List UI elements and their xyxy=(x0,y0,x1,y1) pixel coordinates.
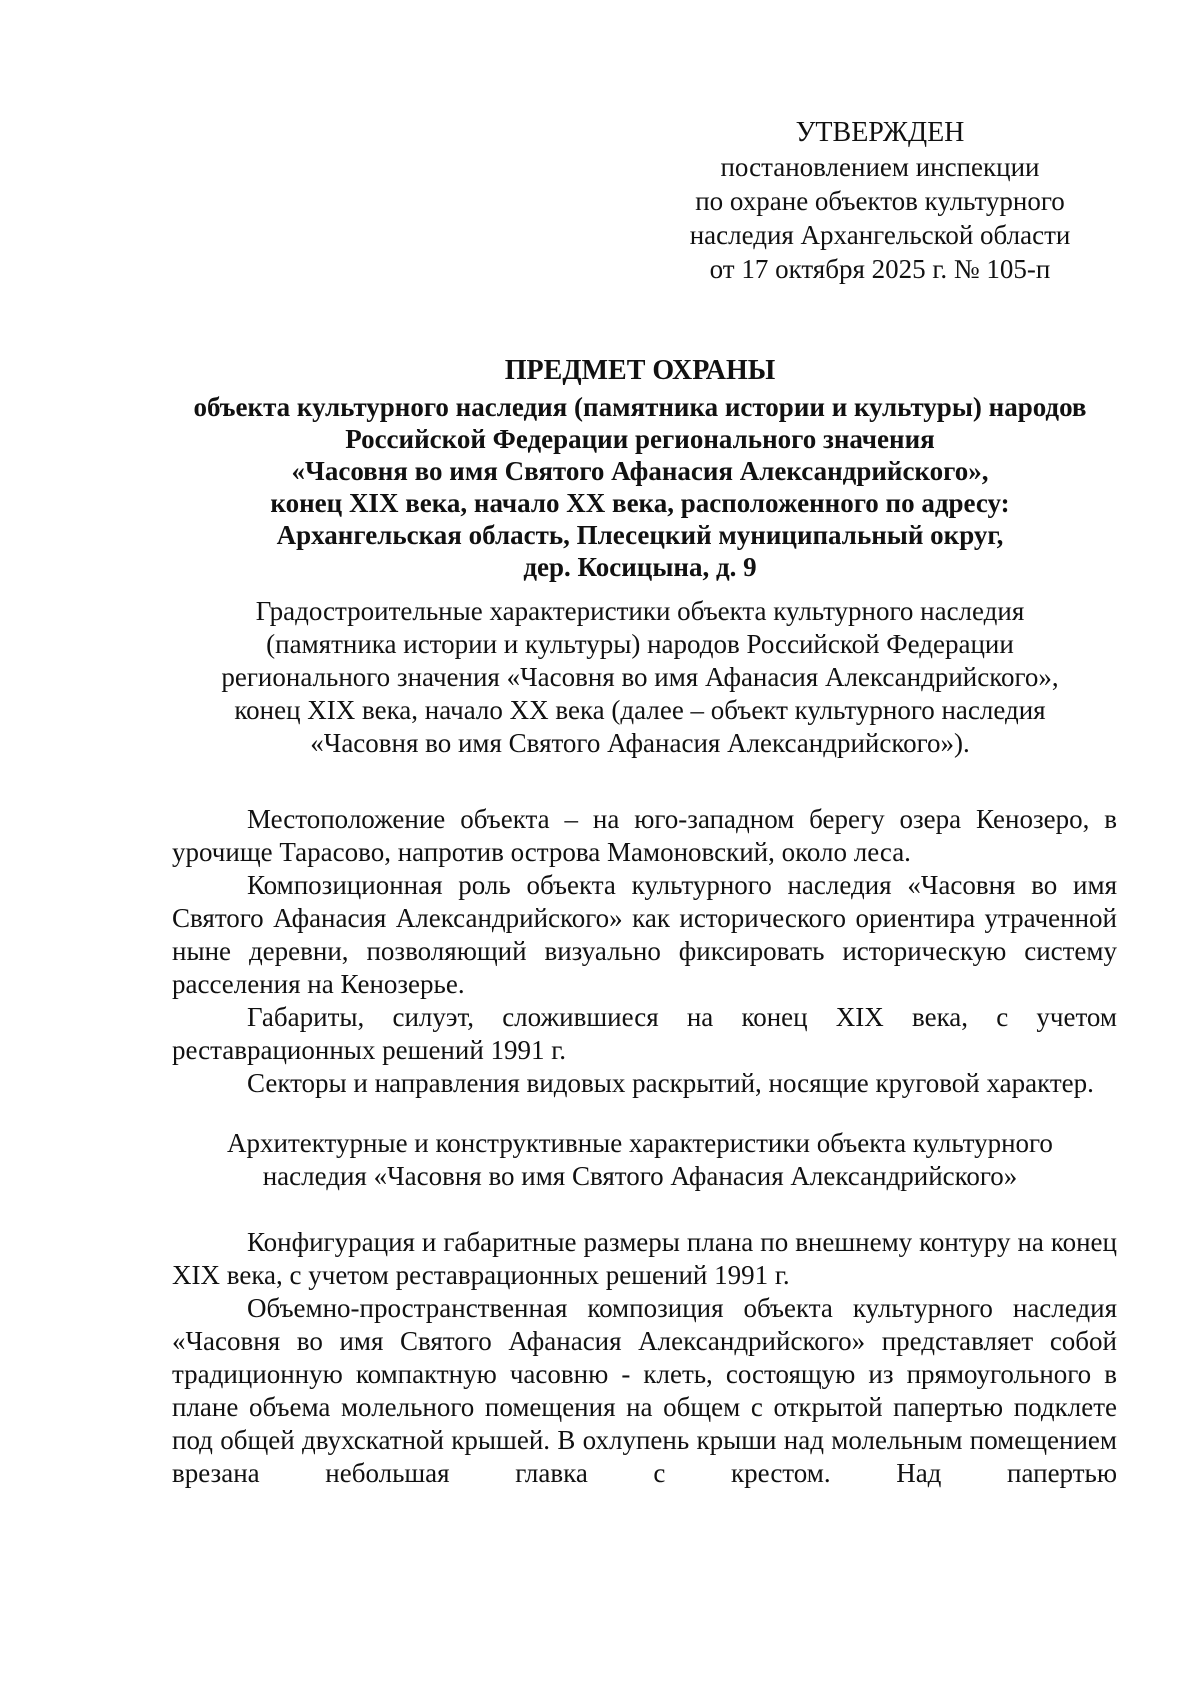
heading-line: наследия «Часовня во имя Святого Афанасия Александрийского» xyxy=(262,1161,1018,1191)
paragraph-dimensions: Габариты, силуэт, сложившиеся на конец XIX века, с учетом реставрационных решений 1991 г. xyxy=(172,1002,1117,1065)
approval-line: от 17 октября 2025 г. № 105-п xyxy=(709,254,1051,284)
approval-line: наследия Архангельской области xyxy=(689,220,1071,250)
heading-line: «Часовня во имя Святого Афанасия Александрийского»). xyxy=(310,728,970,758)
heading-line: Градостроительные характеристики объекта культурного наследия xyxy=(255,596,1025,626)
paragraph-composition-role: Композиционная роль объекта культурного наследия «Часовня во имя Святого Афанасия Александрийского» как исторического ориентира утраченной ныне деревни, позволяющий визуально фиксировать историческую систему расселения на Кенозерье. xyxy=(172,870,1117,999)
paragraph-plan-configuration: Конфигурация и габаритные размеры плана по внешнему контуру на конец XIX века, с учетом реставрационных решений 1991 г. xyxy=(172,1227,1117,1290)
section-heading-urban xyxy=(160,595,1120,760)
approval-line: постановлением инспекции xyxy=(720,152,1040,182)
title-line: объекта культурного наследия (памятника истории и культуры) народов xyxy=(193,392,1087,422)
approval-line: по охране объектов культурного xyxy=(695,186,1065,216)
title-line: «Часовня во имя Святого Афанасия Александрийского», xyxy=(291,456,989,486)
paragraph-location: Местоположение объекта – на юго-западном берегу озера Кенозеро, в урочище Тарасово, напротив острова Мамоновский, около леса. xyxy=(172,804,1117,867)
title-line: Архангельская область, Плесецкий муниципальный округ, xyxy=(276,520,1004,550)
title-line: конец XIX века, начало XX века, расположенного по адресу: xyxy=(270,488,1010,518)
paragraph-volume-composition: Объемно-пространственная композиция объекта культурного наследия «Часовня во имя Святого Афанасия Александрийского» представляет собой традиционную компактную часовню - клеть, состоящую из прямоугольного в плане объема молельного помещения на общем с открытой папертью подклете под общей двухскатной крышей. В охлупень крыши над молельным помещением врезана небольшая главка с крестом. Над папертью xyxy=(172,1293,1117,1488)
section-body-urban xyxy=(172,803,1117,1100)
document-title xyxy=(160,355,1120,583)
section-heading-architecture xyxy=(160,1127,1120,1193)
heading-line: регионального значения «Часовня во имя Афанасия Александрийского», xyxy=(221,662,1059,692)
heading-line: конец XIX века, начало XX века (далее – объект культурного наследия xyxy=(234,695,1046,725)
title-line: дер. Косицына, д. 9 xyxy=(523,552,757,582)
section-body-architecture xyxy=(172,1226,1117,1490)
approval-stamp xyxy=(680,116,1080,286)
heading-line: Архитектурные и конструктивные характеристики объекта культурного xyxy=(227,1128,1053,1158)
paragraph-view-sectors: Секторы и направления видовых раскрытий, носящие круговой характер. xyxy=(247,1068,1094,1098)
approval-heading: УТВЕРЖДЕН xyxy=(795,117,965,148)
heading-line: (памятника истории и культуры) народов Российской Федерации xyxy=(266,629,1014,659)
title-line: Российской Федерации регионального значения xyxy=(345,424,935,454)
title-main: ПРЕДМЕТ ОХРАНЫ xyxy=(504,355,776,386)
